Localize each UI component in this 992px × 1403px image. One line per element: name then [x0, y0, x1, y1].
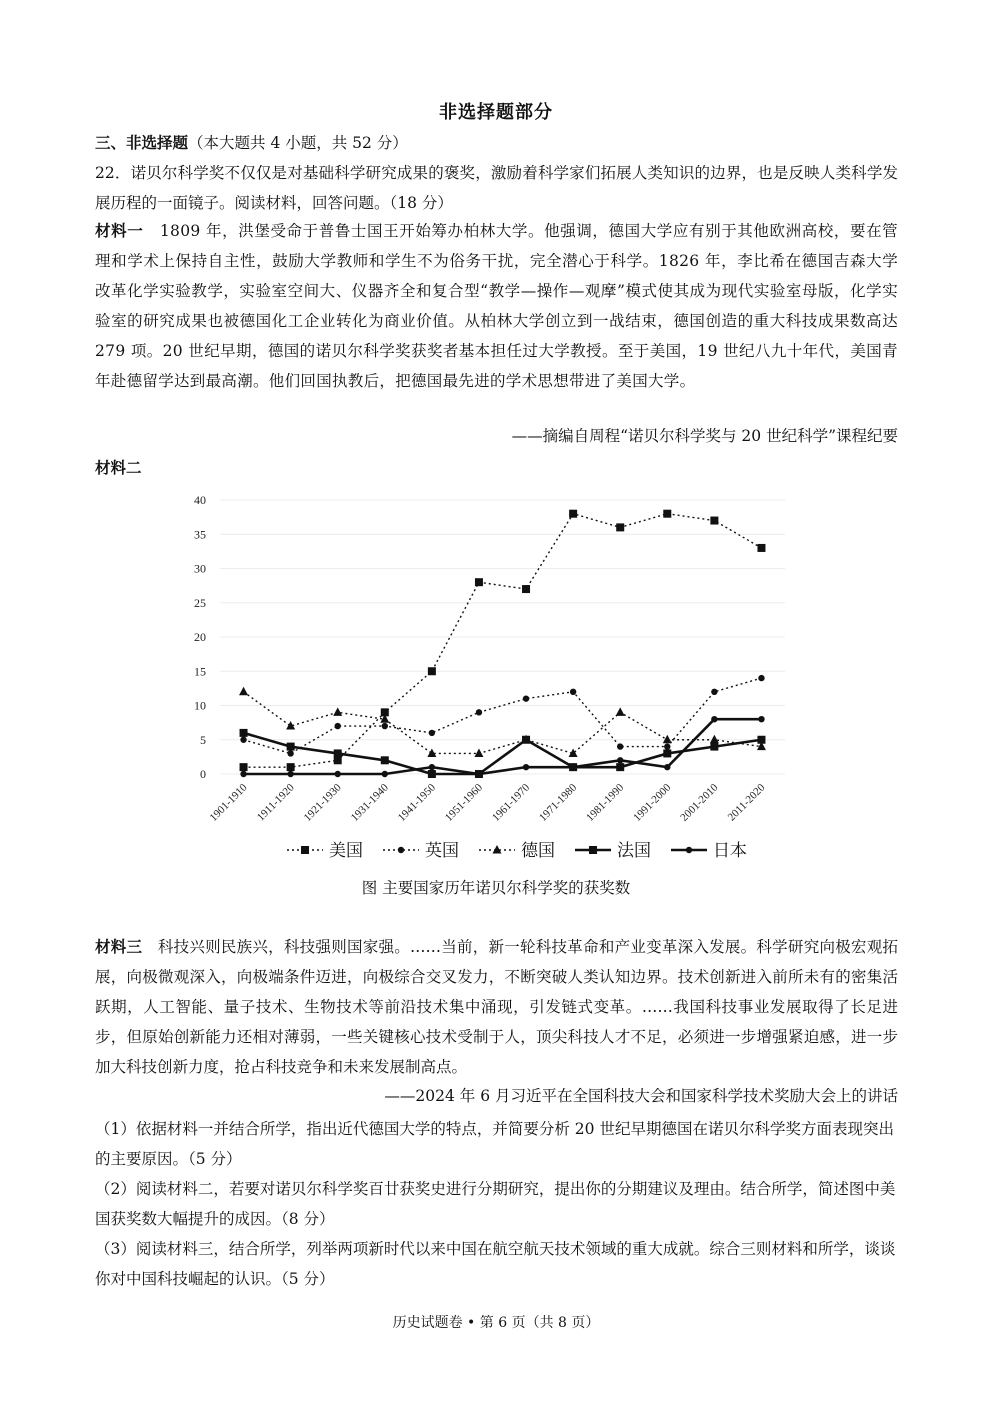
series-germany-point — [663, 735, 672, 744]
series-usa-point — [569, 510, 577, 518]
series-germany-point — [333, 707, 342, 716]
legend-usa-point — [301, 846, 309, 854]
series-japan-point — [382, 771, 388, 777]
sub-question-3: （3）阅读材料三，结合所学，列举两项新时代以来中国在航空航天技术领域的重大成就。综合三则材料和所学，谈谈你对中国科技崛起的认识。（5 分） — [95, 1240, 896, 1288]
series-uk-point — [287, 750, 293, 756]
series-usa-point — [616, 523, 624, 531]
material-three-label: 材料三 — [95, 938, 143, 956]
series-japan-point — [476, 771, 482, 777]
series-germany-point — [239, 687, 248, 696]
series-usa-point — [663, 510, 671, 518]
series-usa-line — [244, 514, 762, 767]
material-three-source: ——2024 年 6 月习近平在全国科技大会和国家科学技术奖励大会上的讲话 — [384, 1087, 898, 1105]
question-intro — [95, 158, 898, 218]
series-germany-point — [710, 735, 719, 744]
legend-france-label: 法国 — [617, 841, 651, 860]
sub-questions — [95, 1114, 905, 1294]
chart-caption: 图 主要国家历年诺贝尔科学奖的获奖数 — [361, 879, 631, 897]
x-tick-label: 1971-1980 — [537, 781, 580, 824]
series-uk-point — [476, 709, 482, 715]
page-footer: 历史试题卷 • 第 6 页（共 8 页） — [392, 1315, 600, 1331]
x-tick-label: 1931-1940 — [348, 781, 391, 824]
legend-uk-point — [398, 847, 404, 853]
material-three-text: 科技兴则民族兴，科技强则国家强。……当前，新一轮科技革命和产业变革深入发展。科学研究向极宏观拓展，向极微观深入，向极端条件迈进，向极综合交叉发力，不断突破人类认知边界。技术创新进入前所未有的密集活跃期，人工智能、量子技术、生物技术等前沿技术集中涌现，引发链式变革。……我国科技事业发展取得了长足进步，但原始创新能力还相对薄弱，一些关键核心技术受制于人，顶尖科技人才不足，必须进一步增强紧迫感，进一步加大科技创新力度，抢占科技竞争和未来发展制高点。 — [95, 938, 898, 1076]
y-tick-label: 40 — [194, 493, 206, 507]
material-one-label: 材料一 — [95, 222, 144, 240]
y-tick-label: 25 — [194, 595, 206, 610]
series-uk-point — [664, 743, 670, 749]
series-germany-point — [569, 748, 578, 757]
series-germany-point — [474, 748, 483, 757]
series-germany-line — [244, 692, 762, 754]
series-usa-point — [710, 517, 718, 525]
material-one-source: ——摘编自周程“诺贝尔科学奖与 20 世纪科学”课程纪要 — [511, 427, 898, 445]
series-uk-point — [429, 730, 435, 736]
legend-japan-label: 日本 — [713, 841, 747, 860]
series-japan-point — [664, 764, 670, 770]
series-france-point — [663, 749, 671, 757]
y-tick-label: 10 — [194, 698, 206, 713]
x-tick-label: 1961-1970 — [489, 781, 533, 824]
material-two-label: 材料二 — [95, 459, 142, 477]
series-uk-point — [758, 675, 764, 681]
series-france-point — [522, 736, 530, 744]
question-text: 诺贝尔科学奖不仅仅是对基础科学研究成果的褒奖，激励着科学家们拓展人类知识的边界，也是反映人类科学发展历程的一面镜子。阅读材料，回答问题。（18 分） — [95, 164, 898, 212]
section-label: 三、非选择题 — [95, 134, 189, 152]
series-usa-point — [287, 763, 295, 771]
legend-uk-label: 英国 — [425, 841, 459, 860]
y-tick-label: 15 — [194, 664, 206, 679]
series-france-point — [616, 763, 624, 771]
x-tick-label: 1911-1920 — [254, 781, 297, 824]
series-usa-point — [475, 578, 483, 586]
series-japan-point — [617, 757, 623, 763]
legend-germany-label: 德国 — [521, 841, 555, 860]
series-germany-point — [616, 707, 625, 716]
question-number: 22． — [95, 164, 131, 182]
y-tick-label: 30 — [194, 561, 206, 576]
series-france-point — [428, 770, 436, 778]
series-japan-point — [240, 771, 246, 777]
y-tick-label: 5 — [200, 732, 206, 747]
x-tick-label: 1921-1930 — [301, 781, 344, 824]
series-france-point — [334, 749, 342, 757]
series-japan-point — [287, 771, 293, 777]
series-germany-point — [427, 748, 436, 757]
series-usa-point — [428, 667, 436, 675]
x-tick-label: 1951-1960 — [442, 781, 486, 824]
series-japan-point — [711, 716, 717, 722]
series-france-point — [757, 736, 765, 744]
page-title: 非选择题部分 — [439, 102, 553, 123]
series-japan-point — [758, 716, 764, 722]
x-tick-label: 1991-2000 — [631, 781, 674, 824]
section-header — [95, 128, 898, 158]
x-tick-label: 2001-2010 — [678, 781, 721, 824]
series-usa-point — [522, 585, 530, 593]
series-japan-point — [429, 764, 435, 770]
material-one — [95, 216, 898, 396]
material-three — [95, 932, 898, 1082]
legend-japan-point — [686, 847, 692, 853]
series-japan-point — [523, 764, 529, 770]
series-uk-point — [523, 695, 529, 701]
series-uk-point — [240, 737, 246, 743]
series-uk-point — [335, 723, 341, 729]
series-uk-point — [382, 723, 388, 729]
series-uk-point — [617, 743, 623, 749]
material-one-text: 1809 年，洪堡受命于普鲁士国王开始筹办柏林大学。他强调，德国大学应有别于其他欧洲高校，要在管理和学术上保持自主性，鼓励大学教师和学生不为俗务干扰，完全潜心于科学。1826 年，李比希在德国吉森大学改革化学实验教学，实验室空间大、仪器齐全和复合型“教学—操作—观摩”模式使其成为现代实验室母版，化学实验室的研究成果也被德国化工企业转化为商业价值。从柏林大学创立到一战结束，德国创造的重大科技成果数高达 279 项。20 世纪早期，德国的诺贝尔科学奖获奖者基本担任过大学教授。至于美国，19 世纪八九十年代，美国青年赴德留学达到最高潮。他们回国执教后，把德国最先进的学术思想带进了美国大学。 — [95, 222, 898, 390]
series-uk-point — [711, 689, 717, 695]
series-france-point — [240, 729, 248, 737]
sub-question-2: （2）阅读材料二，若要对诺贝尔科学奖百廿获奖史进行分期研究，提出你的分期建议及理由。结合所学，简述图中美国获奖数大幅提升的成因。（8 分） — [95, 1180, 896, 1228]
series-usa-point — [757, 544, 765, 552]
series-france-point — [287, 743, 295, 751]
section-note: （本大题共 4 小题，共 52 分） — [188, 134, 408, 152]
x-tick-label: 1941-1950 — [395, 781, 438, 824]
series-japan-point — [335, 771, 341, 777]
x-tick-label: 1901-1910 — [207, 781, 250, 824]
sub-question-1: （1）依据材料一并结合所学，指出近代德国大学的特点，并简要分析 20 世纪早期德国在诺贝尔科学奖方面表现突出的主要原因。（5 分） — [95, 1120, 894, 1168]
series-uk-point — [570, 689, 576, 695]
legend-germany-point — [493, 845, 502, 854]
series-france-point — [710, 743, 718, 751]
legend-france-point — [589, 846, 597, 854]
y-tick-label: 35 — [194, 527, 206, 542]
series-france-point — [381, 756, 389, 764]
nobel-prize-line-chart — [175, 484, 815, 874]
series-uk-line — [244, 678, 762, 753]
series-japan-point — [570, 764, 576, 770]
series-usa-point — [334, 756, 342, 764]
y-tick-label: 20 — [194, 630, 206, 644]
series-usa-point — [240, 763, 248, 771]
legend-usa-label: 美国 — [329, 841, 363, 860]
x-tick-label: 1981-1990 — [584, 781, 627, 824]
y-tick-label: 0 — [200, 767, 206, 781]
x-tick-label: 2011-2020 — [725, 781, 768, 824]
